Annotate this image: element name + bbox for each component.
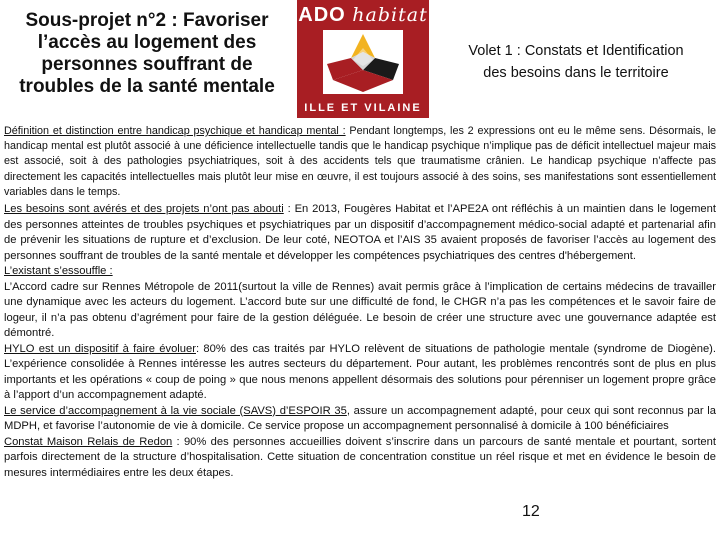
logo-brand-habitat: habitat	[352, 4, 428, 26]
section-title	[436, 40, 716, 84]
paragraph	[4, 404, 716, 435]
paragraph-heading: Le service d’accompagnement à la vie sociale (SAVS) d’ESPOIR 35	[4, 404, 347, 417]
paragraph	[4, 202, 716, 264]
paragraph-text: , assure un accompagnement adapté, pour ceux qui sont reconnus par la MDPH, et favorise l’autonomie de vie à domicile. Ce service propose un accompagnement personnalisé à domicile à 100 bénéficiaires	[4, 404, 717, 433]
paragraph-heading: Constat Maison Relais de Redon	[4, 435, 173, 448]
paragraph-heading: HYLO est un dispositif à faire évoluer	[4, 342, 196, 355]
paragraph-text: L’Accord cadre sur Rennes Métropole de 2011(surtout la ville de Rennes) avait permis grâce à l’implication de certains médecins de travailler une dynamique avec les acteurs du logement. L’accord bute sur une difficulté de fond, le CHGR n’a pas les compétences et le savoir faire de logeur, il n’a pas obtenu d’agrément pour faire de la gestion déléguée. Le besoin de créer une structure avec une gouvernance adaptée est démontré.	[4, 280, 716, 340]
page-title: Sous-projet n°2 : Favoriser l’accès au logement des personnes souffrant de troubles de la santé mentale	[19, 10, 275, 97]
paragraph-heading: Les besoins sont avérés et des projets n’ont pas abouti	[4, 203, 284, 216]
section-title-line2: des besoins dans le territoire	[483, 65, 669, 81]
page-number: 12	[522, 503, 540, 520]
findings-block	[4, 202, 716, 481]
paragraph	[4, 435, 716, 482]
paragraph-text: : 90% des personnes accueillies doivent s’inscrire dans un parcours de santé mentale et pourtant, sortent parfois directement de la structure d’hospitalisation. Cette situation de concentration constitue un réel risque et met en évidence le besoin de mesures intermédiaires entre les deux étapes.	[4, 435, 716, 479]
paragraph	[4, 124, 716, 200]
paragraph-text: : En 2013, Fougères Habitat et l’APE2A ont réfléchis à un maintien dans le logement des personnes atteintes de troubles psychiques et psychiatriques par un dispositif d’accompagnement médico-social adapté et partenarial afin de prévenir les situations de rupture et d’exclusion. De leur coté, NEOTOA et l’AIS 35 avaient proposés de favoriser l’accès au logement des personnes souffrant de troubles de la santé mentale et développer les compétences psychiatriques des centres d'hébergement.	[4, 203, 716, 262]
paragraph-heading: Définition et distinction entre handicap psychique et handicap mental :	[4, 125, 346, 137]
logo-region: ILLE ET VILAINE	[304, 102, 422, 114]
body-text	[4, 124, 716, 481]
definition-block	[4, 124, 716, 200]
paragraph-text: Pendant longtemps, les 2 expressions ont eu le même sens. Désormais, le handicap mental est plutôt associé à une déficience intellectuelle tandis que le handicap psychique n’implique pas de déficit intellectuel majeur mais est associé, soit à des pathologies psychiatriques, soit à des accidents tels que traumatisme crânien. Le handicap psychique n’affecte pas directement les capacités intellectuelles mais plutôt leur mise en œuvre, il est toujours associé à des soins, ses manifestations sont essentiellement variables dans le temps.	[4, 125, 716, 198]
paragraph-text: : 80% des cas traités par HYLO relèvent de situations de pathologie mentale (syndrome de Diogène). L’expérience consolidée à Rennes intéresse les autres secteurs du département. Pour autant, les problèmes rencontrés sont de plus en plus importants et les opérations « coup de poing » que nous menons appellent désormais des solutions pour pérenniser un logement propre grâce à l’apport d’un accompagnement adapté.	[4, 342, 717, 402]
paragraph-heading: L’existant s’essouffle :	[4, 265, 113, 278]
paragraph	[4, 342, 716, 404]
paragraph	[4, 264, 716, 280]
logo-brand-ado: ADO	[298, 4, 346, 26]
ado-habitat-logo	[297, 0, 429, 118]
logo-brand	[297, 4, 429, 27]
section-title-line1: Volet 1 : Constats et Identification	[468, 43, 684, 59]
logo-mark-icon	[323, 30, 403, 94]
paragraph	[4, 280, 716, 342]
